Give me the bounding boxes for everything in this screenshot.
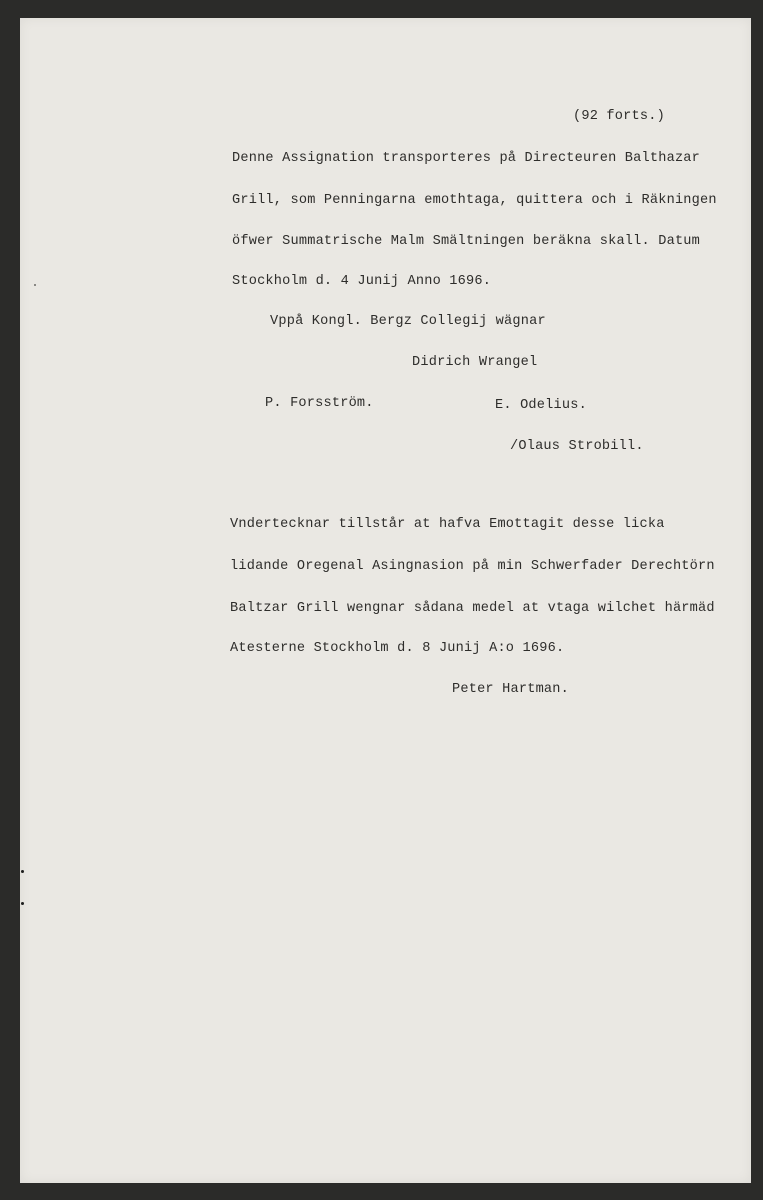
paragraph2-line-2: lidande Oregenal Asingnasion på min Schwerfader Derechtörn xyxy=(230,559,715,574)
paragraph2-line-3: Baltzar Grill wengnar sådana medel at vtaga wilchet härmäd xyxy=(230,601,715,616)
paragraph2-line-4: Atesterne Stockholm d. 8 Junij A:o 1696. xyxy=(230,641,565,656)
paragraph2-line-1: Vndertecknar tillstår at hafva Emottagit desse licka xyxy=(230,517,665,532)
paper-sheet xyxy=(20,18,751,1183)
authority-line: Vppå Kongl. Bergz Collegij wägnar xyxy=(270,314,546,329)
signer-wrangel: Didrich Wrangel xyxy=(412,355,538,370)
paper-speck xyxy=(21,870,24,873)
paper-speck xyxy=(34,284,36,286)
paragraph1-line-1: Denne Assignation transporteres på Directeuren Balthazar xyxy=(232,151,701,166)
signer-odelius: E. Odelius. xyxy=(495,398,587,413)
signer-forsstrom: P. Forsström. xyxy=(265,396,374,411)
paragraph1-line-3: öfwer Summatrische Malm Smältningen beräkna skall. Datum xyxy=(232,234,701,249)
paragraph1-line-4: Stockholm d. 4 Junij Anno 1696. xyxy=(232,274,492,289)
paragraph1-line-2: Grill, som Penningarna emothtaga, quittera och i Räkningen xyxy=(232,193,717,208)
signer-strobill: /Olaus Strobill. xyxy=(510,439,644,454)
paper-speck xyxy=(21,902,24,905)
page-reference: (92 forts.) xyxy=(573,109,665,124)
signer-hartman: Peter Hartman. xyxy=(452,682,570,697)
